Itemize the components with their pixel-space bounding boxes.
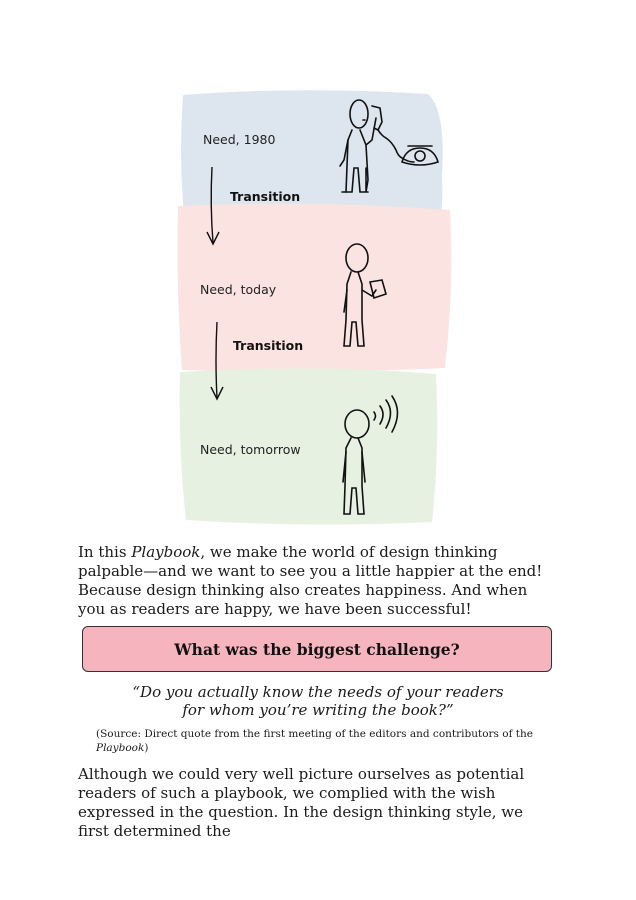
source-suffix: ) — [144, 742, 149, 754]
intro-after: , we make the world of design thinking palpable—and we want to see you a little happier at the end! Because design thinking also creates happiness. And when you as readers are happy, we have been successful! — [78, 543, 543, 618]
need-1980-label: Need, 1980 — [203, 132, 276, 147]
body-paragraph: Although we could very well picture ourselves as potential readers of such a playbook, we complied with the wish expressed in the question. In the design thinking style, we first determined the — [78, 765, 525, 840]
quote-line-2: for whom you’re writing the book?” — [182, 701, 454, 719]
transition-1-label: Transition — [230, 189, 301, 204]
reader-quote — [90, 683, 546, 719]
source-book-title: Playbook — [96, 742, 145, 754]
source-prefix: (Source: Direct quote from the first meeting of the editors and contributors of the — [96, 728, 534, 740]
intro-paragraph — [78, 543, 558, 619]
quote-line-1: “Do you actually know the needs of your readers — [132, 683, 504, 701]
need-tomorrow-label: Need, tomorrow — [200, 442, 301, 457]
challenge-banner: What was the biggest challenge? — [82, 626, 552, 672]
transition-2-label: Transition — [233, 338, 304, 353]
need-today-label: Need, today — [200, 282, 277, 297]
intro-before: In this — [78, 543, 132, 561]
intro-book-title: Playbook — [131, 543, 201, 561]
quote-source — [96, 727, 546, 755]
